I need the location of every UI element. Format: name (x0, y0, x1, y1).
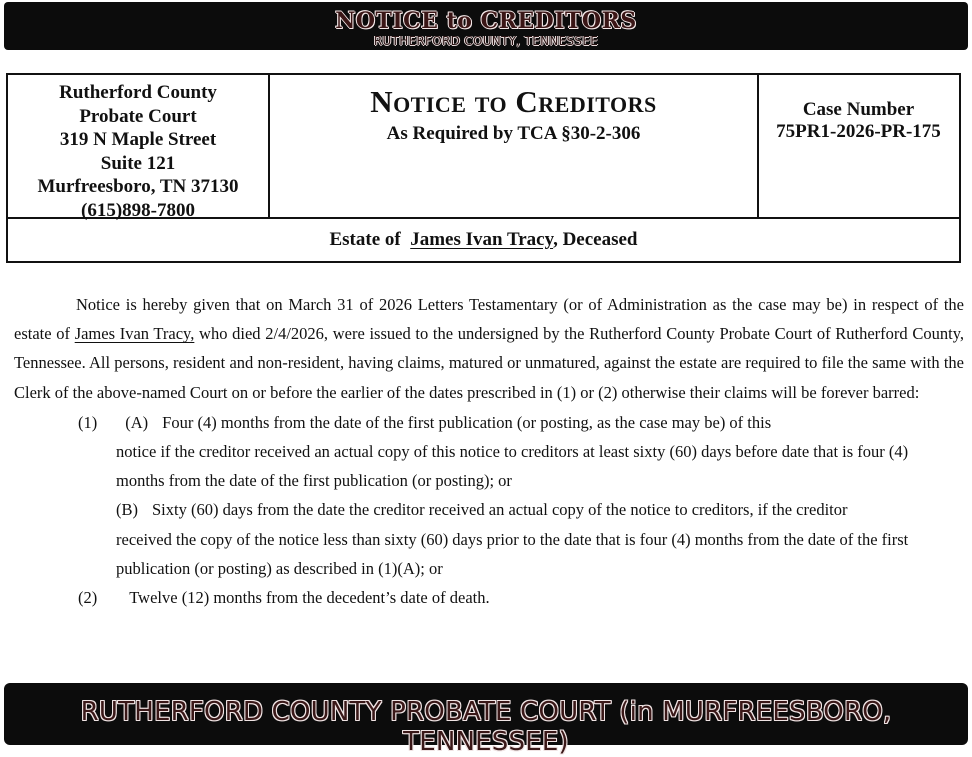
paragraph-text-b: who died 2/4/2026, were issued to the undersigned by the Rutherford County Probate Court of Rutherford County, Tennessee. All persons, resident and non-resident, having claims, matured or unmatured, against the estate are required to file the same with the Clerk of the above-named Court on or before the earlier of the dates prescribed in (1) or (2) otherwise their claims will be forever barred: (14, 324, 965, 402)
notice-title-cell (270, 75, 759, 217)
paragraph-decedent-name: James Ivan Tracy, (74, 324, 195, 344)
item-1a-label: (A) (125, 412, 149, 432)
header-row (8, 75, 959, 219)
court-address-cell (8, 75, 270, 221)
item-1b-line-2: received the copy of the notice less than sixty (60) days prior to the date that is four (4) months from the date of the first (116, 529, 909, 549)
paragraph-text-a: Notice is hereby given that on March 31 of 2026 Letters Testamentary (or of Administration as the case may be) in respect of the estate of (14, 295, 964, 344)
item-1b-line-3: publication (or posting) as described in (1)(A); or (116, 558, 443, 578)
item-1a-line-3: months from the date of the first publication (or posting); or (116, 471, 512, 491)
decedent-name: James Ivan Tracy (410, 229, 554, 250)
case-number-cell (759, 75, 958, 217)
banner-subtitle: RUTHERFORD COUNTY, TENNESSEE (373, 34, 599, 48)
banner-title: NOTICE to CREDITORS (335, 8, 637, 34)
court-street: 319 N Maple Street (59, 129, 217, 150)
bottom-banner (4, 683, 968, 757)
item-2-text: Twelve (12) months from the decedent’s date of death. (129, 588, 490, 608)
court-type: Probate Court (79, 105, 197, 127)
item-1b-text-1: Sixty (60) days from the date the creditor received an actual copy of the notice to creditors, if the creditor (152, 500, 848, 520)
court-city: Murfreesboro, TN 37130 (37, 176, 239, 197)
estate-prefix: Estate of (329, 229, 401, 250)
notice-statute: As Required by TCA §30-2-306 (386, 123, 641, 144)
top-banner (4, 2, 968, 50)
court-name: Rutherford County (59, 82, 217, 103)
footer-court-name: RUTHERFORD COUNTY PROBATE COURT (in MURFREESBORO, TENNESSEE) (80, 697, 892, 757)
item-1a-line-1 (14, 408, 964, 437)
item-2-number: (2) (78, 588, 98, 608)
item-1-number: (1) (78, 412, 98, 432)
item-2-line (14, 583, 964, 612)
notice-body (14, 290, 964, 612)
court-phone: (615)898-7800 (81, 199, 195, 221)
notice-paragraph (14, 290, 964, 407)
item-1b-line-1 (14, 495, 964, 524)
case-number-label: Case Number (802, 99, 915, 120)
notice-title: Notice to Creditors (370, 84, 657, 119)
estate-suffix: , Deceased (553, 229, 638, 250)
notice-header-table (6, 73, 961, 263)
item-1a-text-1: Four (4) months from the date of the first publication (or posting, as the case may be) of this (162, 412, 772, 432)
item-1b-label: (B) (116, 500, 138, 520)
court-suite: Suite 121 (100, 152, 176, 174)
item-1a-line-2: notice if the creditor received an actual copy of this notice to creditors at least sixty (60) days before date that is four (4) (116, 442, 909, 462)
estate-row (8, 219, 959, 261)
case-number: 75PR1-2026-PR-175 (776, 121, 941, 142)
